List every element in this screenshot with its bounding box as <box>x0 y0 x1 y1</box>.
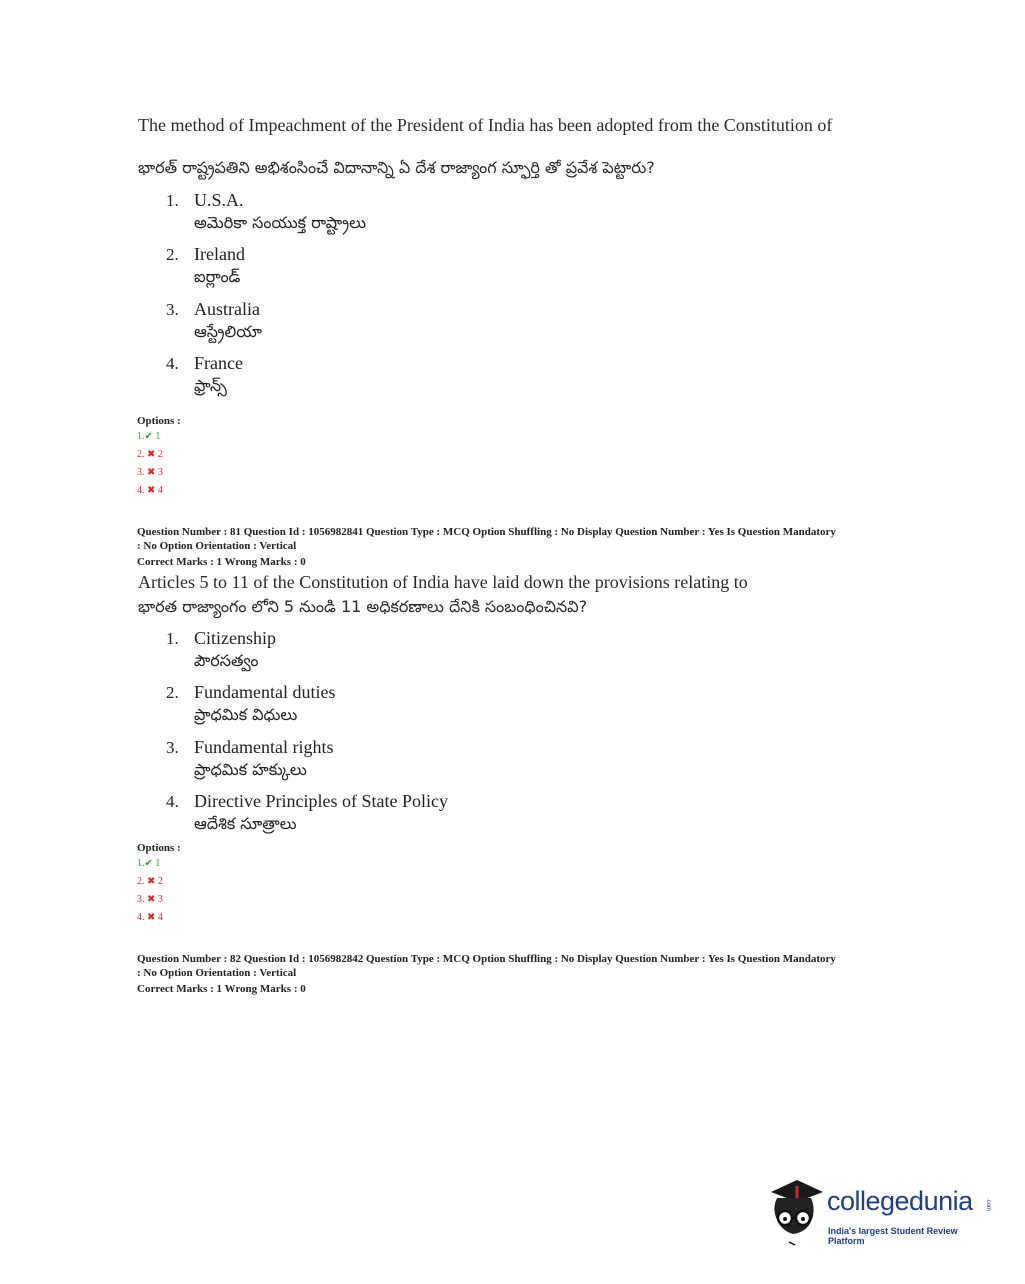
answer-number: 2. <box>137 449 145 460</box>
logo-tagline: India's largest Student Review Platform <box>828 1226 958 1246</box>
answer-number: 1. <box>137 858 145 869</box>
option-text-te: ఫ్రాన్స్ <box>194 376 227 395</box>
q81-option-4 <box>166 791 766 836</box>
answer-option-correct <box>137 428 181 446</box>
logo-wordmark: collegedunia <box>827 1186 973 1216</box>
q80-option-3 <box>166 299 766 344</box>
answer-value: 1 <box>155 431 161 442</box>
option-text-en: Australia <box>194 299 260 319</box>
cross-icon: ✖ <box>147 485 156 496</box>
option-number: 2. <box>166 245 179 264</box>
option-text-te: ఐర్లాండ్ <box>194 267 241 286</box>
cross-icon: ✖ <box>147 467 156 478</box>
answer-option-correct <box>137 855 181 873</box>
q81-question-te: భారత రాజ్యాంగం లోని 5 నుండి 11 అధికరణాలు దేనికి సంబంధించినవి? <box>138 597 588 616</box>
cross-icon: ✖ <box>147 876 156 887</box>
option-text-en: Citizenship <box>194 628 276 648</box>
question-82-meta <box>137 952 907 996</box>
answer-value: 3 <box>157 467 163 478</box>
answer-value: 2 <box>157 876 163 887</box>
option-text-en: France <box>194 353 243 373</box>
meta-marks: Correct Marks : 1 Wrong Marks : 0 <box>137 983 306 995</box>
collegedunia-logo[interactable] <box>765 1176 995 1248</box>
answer-value: 2 <box>157 449 163 460</box>
answer-number: 2. <box>137 876 145 887</box>
option-number: 3. <box>166 738 179 757</box>
mascot-icon <box>765 1176 825 1248</box>
q80-option-4 <box>166 353 766 398</box>
option-text-en: Fundamental duties <box>194 682 336 702</box>
option-text-te: ఆస్ట్రేలియా <box>194 322 262 341</box>
q81-option-2 <box>166 682 766 727</box>
q81-option-3 <box>166 737 766 782</box>
cross-icon: ✖ <box>147 894 156 905</box>
answer-option-wrong <box>137 891 181 909</box>
answer-option-wrong <box>137 873 181 891</box>
q81-question-en: Articles 5 to 11 of the Constitution of India have laid down the provisions relating to <box>138 572 748 592</box>
answer-value: 4 <box>157 485 163 496</box>
option-number: 2. <box>166 683 179 702</box>
check-icon: ✔ <box>144 858 153 869</box>
option-number: 1. <box>166 191 179 210</box>
answer-option-wrong <box>137 909 181 927</box>
answer-number: 1. <box>137 431 145 442</box>
meta-line-2: : No Option Orientation : Vertical <box>137 967 297 979</box>
option-text-te: ఆదేశిక సూత్రాలు <box>194 814 297 833</box>
option-number: 4. <box>166 792 179 811</box>
option-number: 1. <box>166 629 179 648</box>
answer-value: 3 <box>157 894 163 905</box>
answer-number: 4. <box>137 912 145 923</box>
answer-number: 3. <box>137 467 145 478</box>
answer-option-wrong <box>137 464 181 482</box>
answer-option-wrong <box>137 482 181 500</box>
option-text-te: పౌరసత్వం <box>194 651 259 670</box>
q80-option-2 <box>166 244 766 289</box>
option-text-en: Fundamental rights <box>194 737 334 757</box>
answer-number: 4. <box>137 485 145 496</box>
meta-line-2: : No Option Orientation : Vertical <box>137 540 297 552</box>
check-icon: ✔ <box>144 431 153 442</box>
q80-answer-options <box>137 414 181 500</box>
option-number: 4. <box>166 354 179 373</box>
options-label: Options : <box>137 842 181 854</box>
answer-option-wrong <box>137 446 181 464</box>
logo-domain: .com <box>985 1198 991 1212</box>
option-number: 3. <box>166 300 179 319</box>
q80-question-en: The method of Impeachment of the President of India has been adopted from the Constitution of <box>138 115 833 135</box>
option-text-te: ప్రాధమిక హక్కులు <box>194 760 307 779</box>
option-text-en: Ireland <box>194 244 245 264</box>
answer-value: 4 <box>157 912 163 923</box>
cross-icon: ✖ <box>147 912 156 923</box>
q80-option-1 <box>166 190 766 235</box>
options-label: Options : <box>137 415 181 427</box>
answer-value: 1 <box>155 858 161 869</box>
option-text-te: అమెరికా సంయుక్త రాష్ట్రాలు <box>194 213 366 232</box>
option-text-te: ప్రాధమిక విధులు <box>194 705 298 724</box>
meta-line-1: Question Number : 82 Question Id : 1056982842 Question Type : MCQ Option Shuffling : No Display Question Number : Yes Is Question Mandatory <box>137 953 836 965</box>
cross-icon: ✖ <box>147 449 156 460</box>
meta-marks: Correct Marks : 1 Wrong Marks : 0 <box>137 556 306 568</box>
q80-question-te: భారత్ రాష్ట్రపతిని అభిశంసించే విదానాన్ని ఏ దేశ రాజ్యాంగ స్ఫూర్తి తో ప్రవేశ పెట్టారు? <box>138 158 655 177</box>
question-81-meta <box>137 525 907 569</box>
answer-number: 3. <box>137 894 145 905</box>
q81-option-1 <box>166 628 766 673</box>
q81-answer-options <box>137 841 181 927</box>
meta-line-1: Question Number : 81 Question Id : 1056982841 Question Type : MCQ Option Shuffling : No Display Question Number : Yes Is Question Mandatory <box>137 526 836 538</box>
option-text-en: U.S.A. <box>194 190 244 210</box>
option-text-en: Directive Principles of State Policy <box>194 791 448 811</box>
